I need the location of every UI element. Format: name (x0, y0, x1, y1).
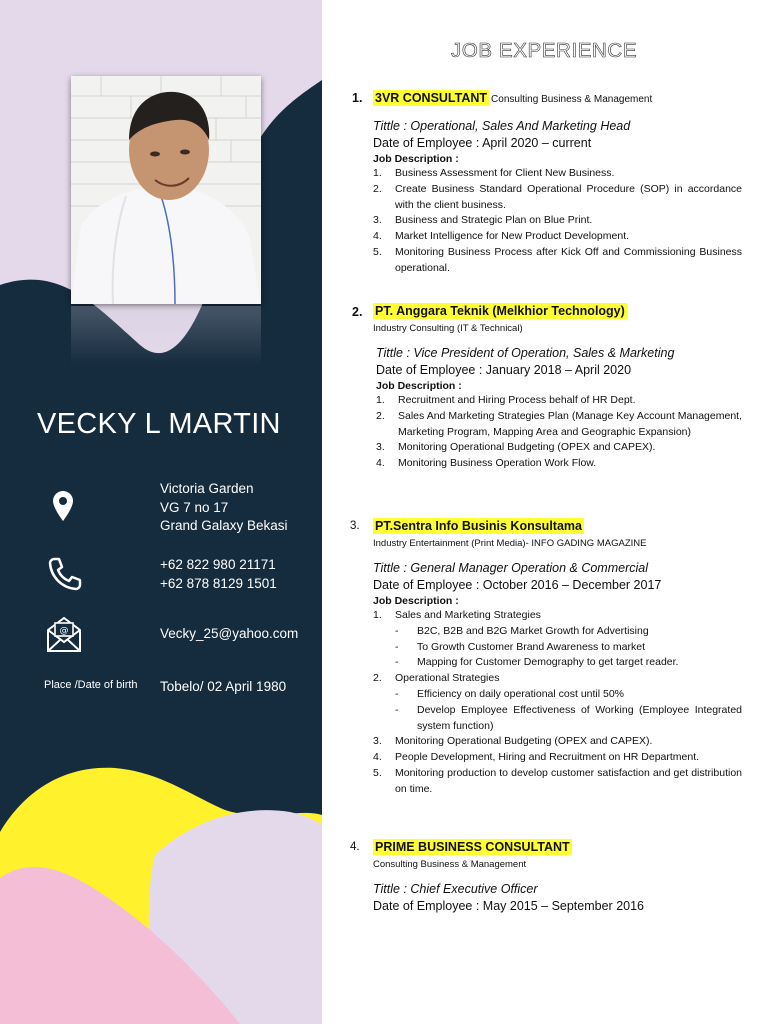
job-description-label: Job Description : (376, 380, 462, 392)
photo-reflection (71, 306, 261, 366)
task-item: 3. Business and Strategic Plan on Blue Print. (373, 214, 593, 227)
subtask-list (395, 687, 742, 734)
task-list (373, 608, 742, 798)
task-item: 2. Sales And Marketing Strategies Plan (Manage Key Account Management, Marketing Program, Mapping Area and Geographic Expansion) (376, 409, 742, 438)
job-date: Date of Employee : October 2016 – December 2017 (373, 578, 662, 592)
task-item: 1. Sales and Marketing Strategies - B2C, B2B and B2G Market Growth for Advertising - To Growth Customer Brand Awareness to market - Mapping for Customer Demography to get target reader. (373, 608, 742, 671)
phone-icon (47, 556, 83, 592)
company-description: Industry Consulting (IT & Technical) (373, 323, 523, 334)
subtask-item: - Efficiency on daily operational cost until 50% (395, 687, 625, 700)
job-title: Tittle : General Manager Operation & Commercial (373, 561, 648, 575)
job-date: Date of Employee : April 2020 – current (373, 136, 592, 150)
task-item: 5. Monitoring Business Process after Kick Off and Commissioning Business operational. (373, 245, 742, 274)
subtask-item: - Develop Employee Effectiveness of Working (Employee Integrated system function) (395, 703, 742, 732)
address-line: VG 7 no 17 (160, 499, 229, 515)
task-item: 1. Recruitment and Hiring Process behalf of HR Dept. (376, 394, 636, 406)
subtask-list (395, 624, 742, 671)
job-description-label: Job Description : (373, 153, 459, 165)
job-header (322, 89, 742, 107)
section-title: JOB EXPERIENCE (451, 39, 638, 62)
task-item: 1. Business Assessment for Client New Business. (373, 167, 615, 179)
job-number: 4. (350, 841, 360, 853)
job-header (322, 303, 742, 321)
company-name: PRIME BUSINESS CONSULTANT (375, 840, 570, 854)
address-line: Grand Galaxy Bekasi (160, 518, 288, 533)
job-title: Tittle : Chief Executive Officer (373, 882, 538, 896)
subtask-item: - Mapping for Customer Demography to get target reader. (395, 656, 679, 669)
company-name: 3VR CONSULTANT (375, 91, 488, 105)
subtask-item: - To Growth Customer Brand Awareness to market (395, 640, 645, 653)
task-item: 4. Market Intelligence for New Product Development. (373, 230, 630, 243)
phone-number: +62 822 980 21171 (160, 557, 276, 572)
sidebar (0, 0, 322, 1024)
job-title: Tittle : Vice President of Operation, Sales & Marketing (376, 346, 675, 360)
profile-photo (71, 76, 261, 304)
job-number: 1. (352, 91, 363, 105)
job-header (322, 518, 742, 536)
task-item: 2. Operational Strategies - Efficiency on daily operational cost until 50% - Develop Employee Effectiveness of Working (Employee Integrated system function) (373, 671, 742, 734)
task-list (373, 166, 742, 277)
task-item: 5. Monitoring production to develop customer satisfaction and get distribution on time. (373, 766, 742, 795)
task-item: 4. Monitoring Business Operation Work Flow. (376, 457, 597, 470)
phone-block (160, 556, 277, 593)
address-block (160, 480, 288, 536)
job-entry (322, 839, 742, 913)
task-item: 2. Create Business Standard Operational Procedure (SOP) in accordance with the client business. (373, 182, 742, 211)
main-content (322, 0, 768, 1024)
person-name: VECKY L MARTIN (37, 408, 281, 440)
task-item: 3. Monitoring Operational Budgeting (OPEX and CAPEX). (376, 441, 656, 454)
company-description: Consulting Business & Management (491, 94, 653, 105)
job-number: 2. (352, 305, 363, 319)
task-item: 4. People Development, Hiring and Recruitment on HR Department. (373, 751, 700, 764)
company-name: PT.Sentra Info Businis Konsultama (375, 519, 582, 533)
company-name: PT. Anggara Teknik (Melkhior Technology) (375, 304, 625, 318)
dob-label: Place /Date of birth (44, 679, 138, 691)
subtask-item: - B2C, B2B and B2G Market Growth for Advertising (395, 624, 649, 637)
job-date: Date of Employee : May 2015 – September 2016 (373, 899, 644, 913)
job-header (322, 839, 742, 857)
job-entry (322, 518, 742, 798)
email-address: Vecky_25@yahoo.com (160, 626, 299, 641)
location-pin-icon (52, 490, 74, 522)
job-entry (322, 89, 742, 277)
dob-value: Tobelo/ 02 April 1980 (160, 679, 287, 694)
task-item: 3. Monitoring Operational Budgeting (OPEX and CAPEX). (373, 735, 653, 748)
job-date: Date of Employee : January 2018 – April 2020 (376, 363, 632, 377)
job-title: Tittle : Operational, Sales And Marketing Head (373, 119, 631, 133)
job-entry (322, 303, 742, 472)
job-description-label: Job Description : (373, 595, 459, 607)
company-description: Industry Entertainment (Print Media)- INFO GADING MAGAZINE (373, 538, 647, 549)
job-number: 3. (350, 520, 360, 532)
phone-number: +62 878 8129 1501 (160, 575, 277, 591)
email-icon (46, 615, 82, 653)
task-list (376, 393, 742, 472)
svg-text:@: @ (59, 626, 69, 636)
address-line: Victoria Garden (160, 481, 254, 496)
company-description: Consulting Business & Management (373, 859, 527, 870)
